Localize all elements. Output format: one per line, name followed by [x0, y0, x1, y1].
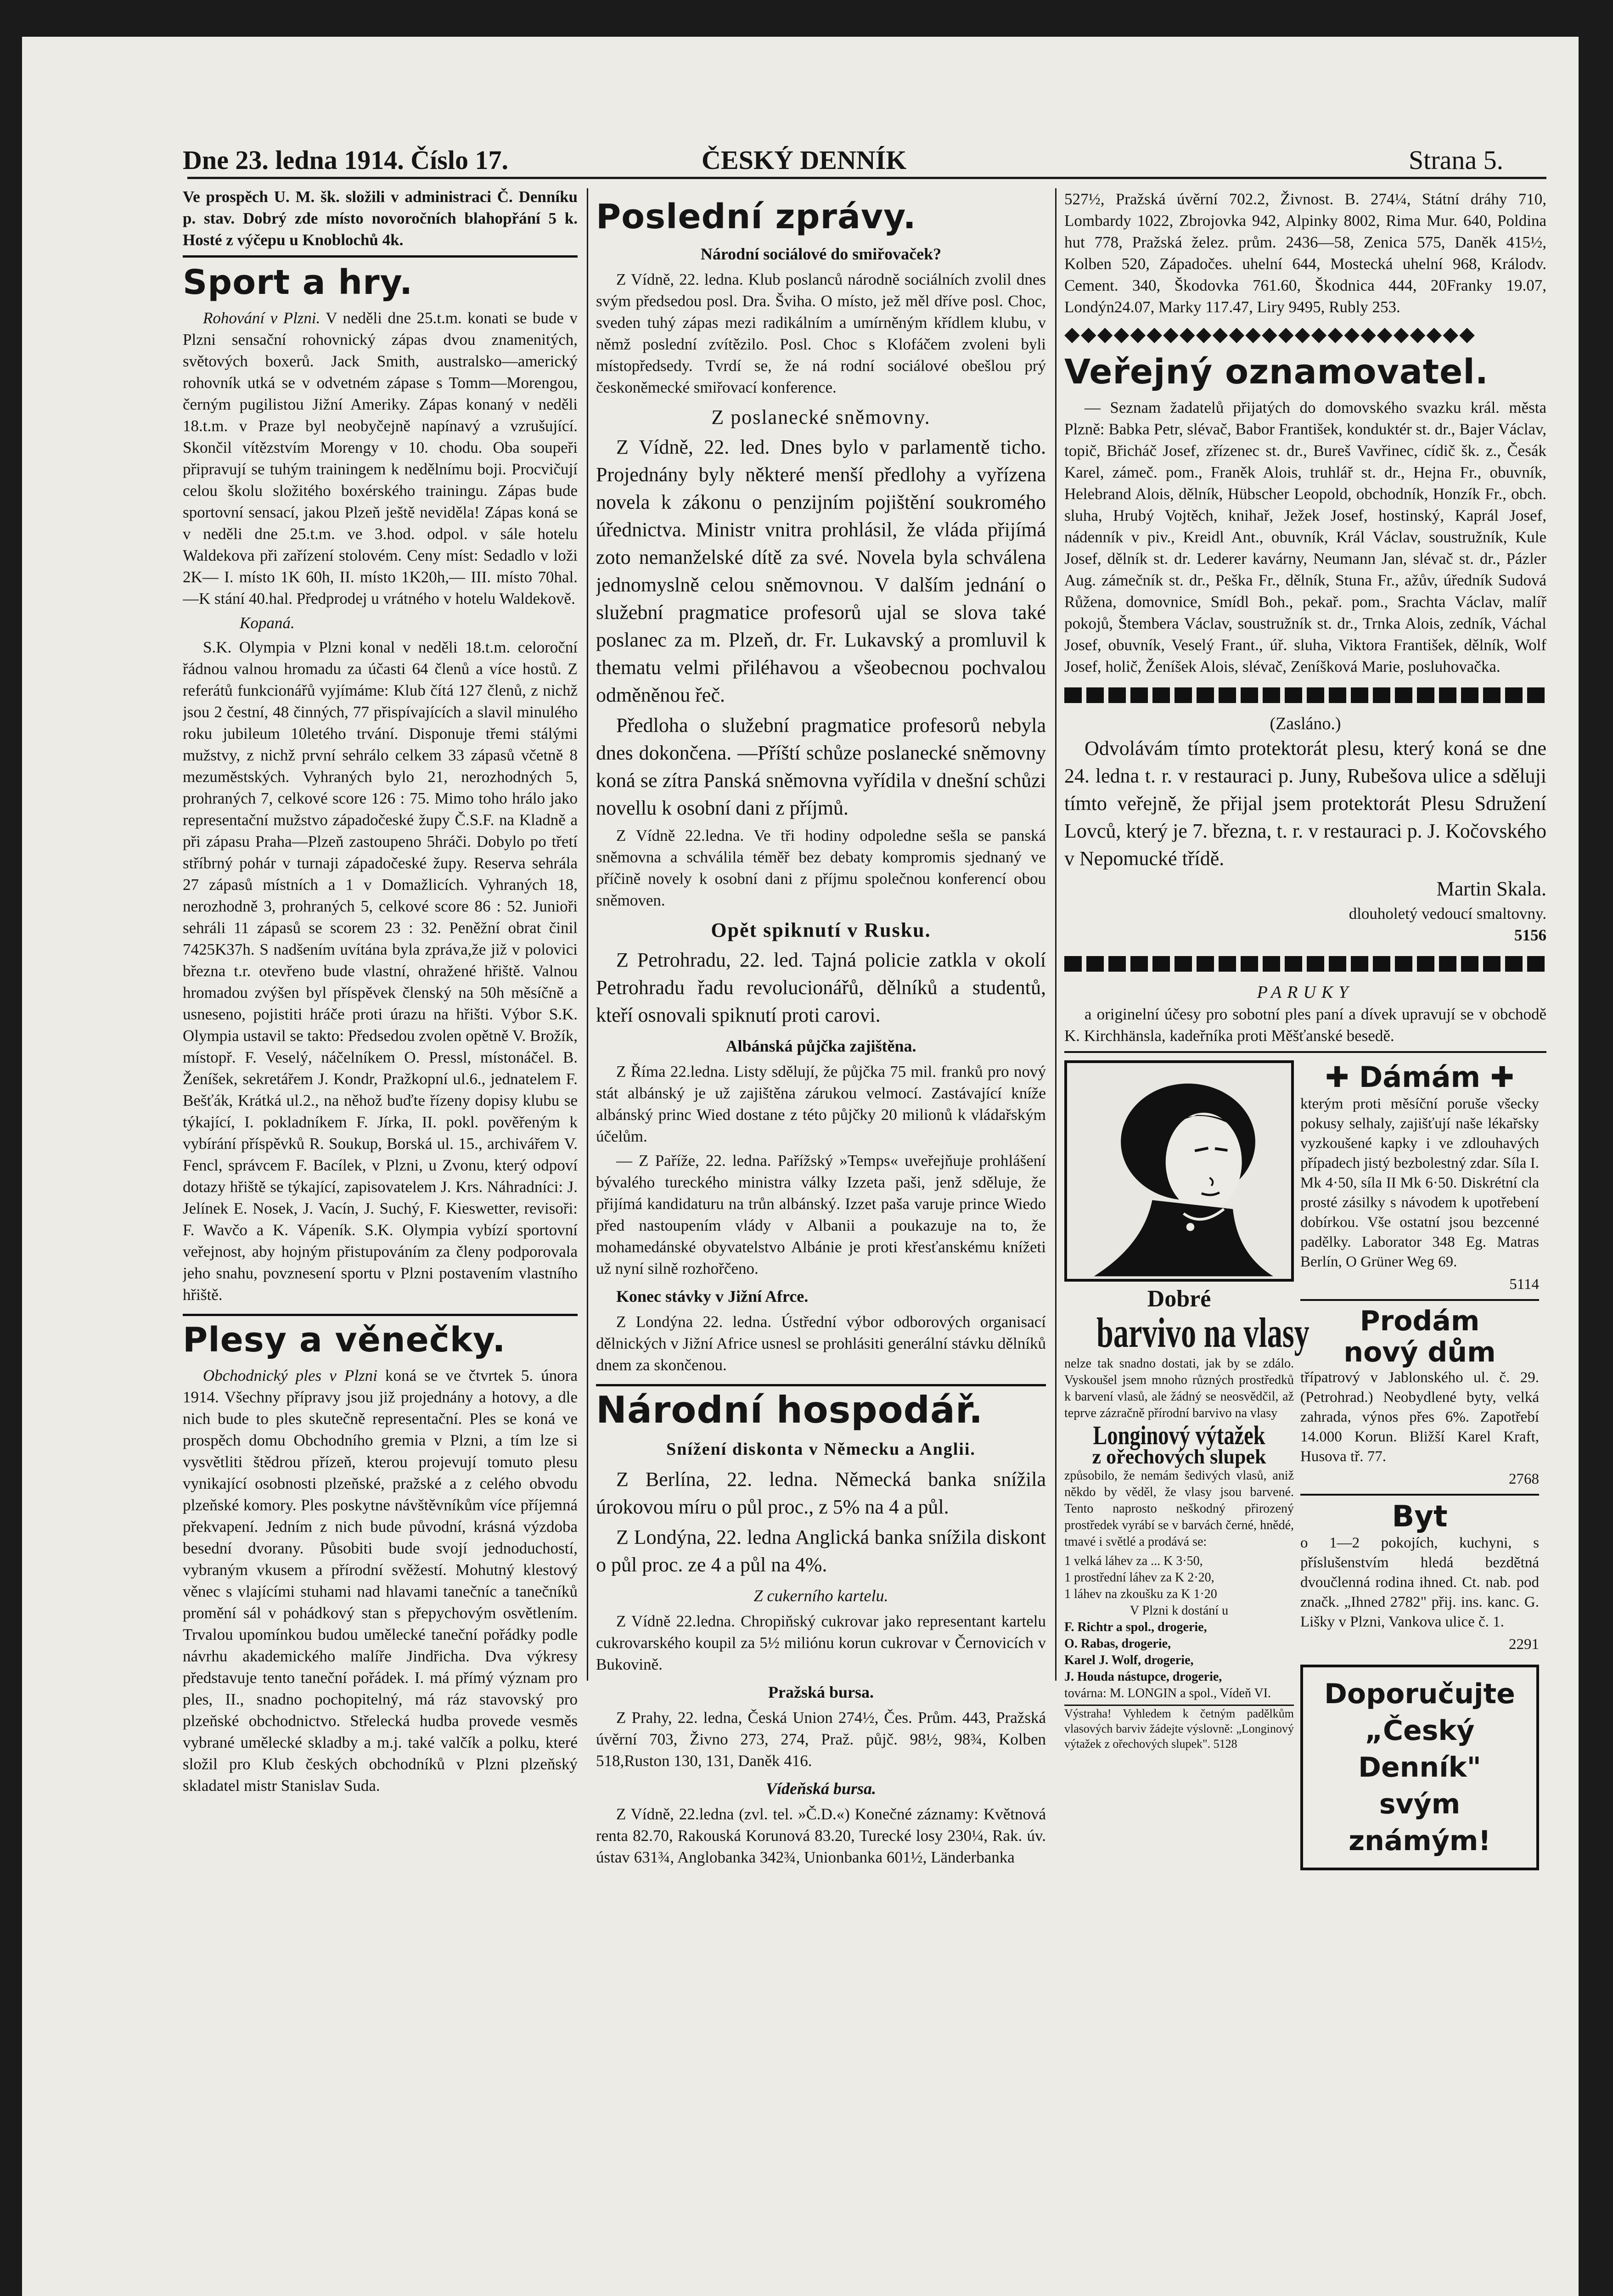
column-3 — [1064, 188, 1546, 2282]
football-subhead: Kopaná. — [240, 614, 295, 632]
recommend-box — [1300, 1665, 1539, 1870]
flat-ad-title: Byt — [1392, 1500, 1448, 1534]
plus-icon: ✚ — [1325, 1060, 1349, 1094]
diamond-ornament: ◆◆◆◆◆◆◆◆◆◆◆◆◆◆◆◆◆◆◆◆◆◆◆◆◆ — [1064, 323, 1476, 345]
ad-number: 5156 — [1514, 926, 1546, 944]
news-paragraph-4: Z Vídně 22.ledna. Ve tři hodiny odpoledne sešla se panská sněmovna a schválila téměř bez debaty kompromis sjednaný ve příčině novely k osobní dani z příjmu společnou konferencí obou sněmoven. — [596, 827, 1046, 909]
divider — [1064, 1051, 1546, 1053]
divider — [1300, 1299, 1539, 1301]
header-rule — [187, 177, 1546, 179]
submitted-head: (Zasláno.) — [1270, 714, 1341, 733]
hair-dye-body: způsobilo, že nemám šedivých vlasů, aniž někdo by věděl, že vlasy jsou barvené. Tento naprosto neškodný přirozený prostředek vyrábí se v barvách černé, hnědé, tmavé i světlé a prodává se: — [1064, 1469, 1294, 1549]
divider — [183, 255, 578, 258]
hair-dye-warning: Výstraha! Vyhledem k četným padělkům vlasových barviv žádejte výslovně: „Longinový výtažek z ořechových slupek". 5128 — [1064, 1705, 1294, 1751]
news-paragraph-6: Z Říma 22.ledna. Listy sdělují, že půjčka 75 mil. franků pro nový stát albánský je už zajištěna zárukou velmocí. Zastávající kníže albánský princ Wied dostane z této půjčky 20 milionů k vládařským účelům. — [596, 1063, 1046, 1145]
news-subhead-2: Z poslanecké sněmovny. — [711, 406, 931, 428]
hair-dye-intro: nelze tak snadno dostati, jak by se zdálo. Vyskoušel jsem mnoho různých prostředků k barvení vlasů, ale žádný se neosvědčil, až teprve zázračně přírodní barvivo na vlasy — [1064, 1356, 1294, 1420]
recommend-line-1: Doporučujte — [1324, 1678, 1515, 1710]
bar-ornament — [1064, 956, 1546, 972]
economy-subhead-2: Z cukerního kartelu. — [753, 1587, 888, 1605]
hair-dye-title-4: z ořechových slupek — [1092, 1446, 1266, 1468]
signature-title: dlouholetý vedoucí smaltovny. — [1349, 905, 1546, 923]
economy-paragraph-2: Z Londýna, 22. ledna Anglická banka snížila diskont o půl proc. ze 4 a půl na 4%. — [596, 1526, 1046, 1576]
public-notices-heading: Veřejný oznamovatel. — [1064, 352, 1489, 392]
column-rule-1 — [587, 188, 588, 1681]
ad-area — [1064, 1060, 1546, 1870]
masthead: ČESKÝ DENNÍK — [702, 145, 907, 175]
hair-dye-title-2: barvivo na vlasy — [1096, 1309, 1310, 1356]
news-subhead-1: Národní sociálové do smiřovaček? — [700, 245, 942, 263]
stockist-2: O. Rabas, drogerie, — [1064, 1637, 1171, 1651]
divider — [1300, 1494, 1539, 1496]
donation-note: Ve prospěch U. M. šk. složili v administraci Č. Denníku p. stav. Dobrý zde místo novoročních blahopřání 5 k. Hosté z výčepu u Knoblochů 4k. — [183, 188, 578, 249]
wigs-head: PARUKY — [1257, 983, 1354, 1002]
news-paragraph-5: Z Petrohradu, 22. led. Tajná policie zatkla v okolí Petrohradu řadu revolucionářů, dělníků a studentů, kteří osnovali spiknutí proti carovi. — [596, 949, 1046, 1026]
hair-dye-ad — [1064, 1060, 1310, 1870]
hair-dye-title-1: Dobré — [1147, 1286, 1211, 1312]
house-ad-title-1: Prodám — [1360, 1305, 1480, 1337]
column-1 — [183, 186, 578, 2275]
manufacturer: továrna: M. LONGIN a spol., Vídeň VI. — [1064, 1686, 1271, 1700]
boxing-article: V neděli dne 25.t.m. konati se bude v Plzni sensační rohovnický zápas dvou znamenitých, světových boxerů. Jack Smith, australsko—americký rohovník utká se v odvetném zápase s Tomm—Morengou, černým pugilistou Jižní Ameriky. Zápas konaný v neděli 18.t.m. v Praze byl neobyčejně napínavý a vzrušující. Skončil vítězstvím Morengy v 10. chodu. Oba soupeři připravují se tuhým trainingem k nedělnímu boji. Procvičují celou školu složitého boxérského trainingu. Zápas bude sportovní sensací, jakou Plzeň ještě neviděla! Zápas koná se v neděli dne 25.t.m. ve 3.hod. odpol. v sále hotelu Waldekova při zařízení stolovém. Ceny míst: Sedadlo v loži 2K— I. místo 1K 60h, II. místo 1K20h,— III. místo 70hal. —K stání 40.hal. Předprodej u vrátného v hotelu Waldekově. — [183, 309, 578, 608]
price-line-3: 1 láhev na zkoušku za K 1·20 — [1064, 1587, 1217, 1601]
house-ad-number: 2768 — [1509, 1471, 1539, 1487]
news-subhead-4: Albánská půjčka zajištěna. — [725, 1037, 916, 1055]
issue-date: Dne 23. ledna 1914. Číslo 17. — [183, 145, 508, 175]
recommend-line-2: „Český Denník" — [1358, 1715, 1481, 1784]
stockists-head: V Plzni k dostání u — [1130, 1604, 1229, 1618]
price-line-1: 1 velká láhev za ... K 3·50, — [1064, 1554, 1203, 1568]
vienna-bourse-continued: 527½, Pražská úvěrní 702.2, Živnost. B. 274¼, Státní dráhy 710, Lombardy 1022, Zbrojovka 942, Alpinky 8002, Rima Mur. 640, Poldina hut 778, Pražská želez. prům. 2436—58, Zenica 575, Daněk 415½, Kolben 520, Západočes. uhelní 644, Mostecká uhelní 968, Králodv. Cement. 340, Škodovka 761.60, Škodnica 444, 20Franky 19.07, Londýn24.07, Marky 117.47, Liry 9495, Rubly 253. — [1064, 190, 1546, 316]
economy-subhead-3: Pražská bursa. — [768, 1683, 874, 1701]
small-ads — [1300, 1060, 1539, 1870]
newspaper-page — [22, 37, 1579, 2296]
olympia-article: S.K. Olympia v Plzni konal v neděli 18.t.m. celoroční řádnou valnou hromadu za účasti 64 členů a více hostů. Z referátů funkcionářů vyjímáme: Klub čítá 127 členů, z nichž jsou 2 čestní, 48 činných, 77 přispívajících a slavil minulého roku jubileum 10letého trvání. Disponuje třemi stálými mužstvy, z nichž první sehrálo celkem 33 zápasů včetně 8 mezuměstských. Vyhraných bylo 21, nerozhodných 5, prohraných 7, celkové score 126 : 75. Mimo toho hrálo jako representační mužstvo západočeské župy Č.S.F. na Kladně a při zápasu Praha—Plzeň zastoupeno 5hráči. Dobylo po třetí stříbrný pohár v turnaji západočeské župy. Reserva sehrála 27 zápasů místních a 1 v Domažlicích. Vyhraných 18, nerozhodně 3, prohraných 5, celkové score 86 : 52. Junioři sehráli 11 zápasů se scorem 23 : 32. Peněžní obrat činil 7425K37h. S nadšením uvítána byla zpráva,že již v polovici března t.r. otevřeno bude vlastní, ohražené hřiště. Valnou hromadou zvýšen byl příspěvek členský na 50h měsíčně a usneseno, pojistiti hráče proti úrazu na hřišti. Výbor S.K. Olympia ustavil se takto: Předsedou zvolen opětně V. Brožík, místopř. F. Veselý, náčelníkem O. Pressl, místonáčel. B. Ženíšek, sekretářem J. Kondr, Pražkopní ul.6., jednatelem F. Bešťák, Krátká ul.2., na něhož buďte řízeny dopisy klubu se týkající, I. pokladníkem F. Jírka, II. pokl. pověřeným k vybírání příspěvků R. Soukup, Borská ul. 15., archivářem V. Fencl, správcem F. Bacílek, v Plzni, u Zvonu, který odpoví dotazy hřiště se týkající, zapisovatelem J. Krs. Náhradníci: J. Jelínek E. Nosek, J. Vacín, J. Suchý, F. Kieswetter, revisoři: F. Wavčo a K. Vápeník. S.K. Olympia vybízí sportovní veřejnost, aby hojným přistupováním za členy podporovala jeho snahu, povznesení sportu v Plzni postavením vlastního hřiště. — [183, 638, 578, 1304]
portrait-illustration — [1067, 1063, 1291, 1279]
stockist-1: F. Richtr a spol., drogerie, — [1064, 1620, 1207, 1634]
submitted-text: Odvolávám tímto protektorát plesu, který koná se dne 24. ledna t. r. v restauraci p. Juny, Rubešova ulice a sděluji tímto veřejně, že přijal jsem protektorát Plesu Sdružení Lovců, který je 7. března, t. r. v restauraci p. J. Kočovského v Nepomucké třídě. — [1064, 737, 1546, 870]
flat-ad-text: o 1—2 pokojích, kuchyni, s příslušenstvím hledá bezdětná dvoučlenná rodina ihned. Ct. nab. pod značk. „Ihned 2782" přij. ins. kanc. G. Lišky v Plzni, Vankova ulice č. 1. — [1300, 1535, 1539, 1630]
recommend-line-3: svým známým! — [1349, 1788, 1491, 1857]
domicile-list: — Seznam žadatelů přijatých do domovského svazku král. města Plzně: Babka Petr, slévač, Babor František, konduktér st. dr., Bajer Václav, topič, Břicháč Josef, zřízenec st. dr., Bureš Vavřinec, cídič šk. z., Česák Karel, zámeč. pom., Franěk Alois, truhlář st. dr., Hejna Fr., obuvník, Helebrand Alois, dělník, Hübscher Leopold, obchodník, Honzík Fr., obch. sluha, Hrubý Vojtěch, knihař, Ježek Josef, hostinský, Kaprál Josef, nádenník v piv., Kreidl Ant., obuvník, Král Václav, soustružník, Kule Josef, dělník st. dr. Lederer kavárny, Neumann Jan, slévač st. dr., Pázler Aug. zámečník st. dr., Peška Fr., dělník, Stuna Fr., ažův, úředník Sudová Růžena, domovnice, Smídl Boh., pekař. pom., Srachta Václav, malíř pokojů, Štembera Václav, soustružník st. dr., Trnka Alois, zedník, Váchal Josef, obuvník, Veselý Frant., úř. sluha, Viktora František, dělník, Wolf Josef, holič, Ženíšek Alois, slévač, Zeníšková Marie, posluhovačka. — [1064, 399, 1546, 675]
economy-paragraph-4: Z Prahy, 22. ledna, Česká Union 274½, Čes. Prům. 443, Pražská úvěrní 703, Živno 273, 274, Praž. půjč. 98½, 98¾, Kolben 518,Ruston 130, 131, Daněk 416. — [596, 1709, 1046, 1770]
economy-subhead-4: Vídeňská bursa. — [765, 1779, 877, 1798]
news-paragraph-7: — Z Paříže, 22. ledna. Pařížský »Temps« uveřejňuje prohlášení bývalého tureckého ministra války Izzeta paši, jenž sděluje, že přijímá kandidaturu na trůn albánský. Izzet paša varuje prince Wiedo před nastoupením vlády v Albanii a poukazuje na to, že mohamedánské obyvatelstvo Albánie je proti křesťanskému knížeti už nyní silně rozhořčeno. — [596, 1152, 1046, 1277]
divider — [596, 1384, 1046, 1386]
economy-paragraph-5: Z Vídně, 22.ledna (zvl. tel. »Č.D.«) Konečné záznamy: Květnová renta 82.70, Rakouská Korunová 83.20, Turecké losy 230¼, Rak. úv. ústav 631¾, Anglobanka 342¾, Unionbanka 601½, Länderbanka — [596, 1805, 1046, 1866]
sport-heading: Sport a hry. — [183, 263, 413, 302]
plus-icon: ✚ — [1490, 1060, 1514, 1094]
hair-dye-title-3: Longinový výtažek — [1093, 1420, 1265, 1450]
news-subhead-3: Opět spiknutí v Rusku. — [711, 919, 931, 941]
economy-paragraph-3: Z Vídně 22.ledna. Chropiňský cukrovar jako representant kartelu cukrovarského koupil za 5½ miliónu korun cukrovar v Černovicích v Bukovině. — [596, 1612, 1046, 1673]
stockist-3: Karel J. Wolf, drogerie, — [1064, 1653, 1194, 1667]
ladies-ad-head — [1300, 1060, 1539, 1094]
news-paragraph-8: Z Londýna 22. ledna. Ústřední výbor odborových organisací dělnických v Jižní Africe usnesl se prohlásiti generální stávku dělníků dnem za skončenou. — [596, 1313, 1046, 1374]
boxing-lead: Rohování v Plzni. — [203, 309, 320, 327]
economy-heading: Národní hospodář. — [596, 1389, 984, 1431]
ball-article: koná se ve čtvrtek 5. února 1914. Všechny přípravy jsou již projednány a hotovy, a dle nich bude to ples skutečně representační. Ples se koná ve prospěch domu Obchodního gremia v Plzni, a tím lze si vysvětliti štědrou přízeň, kterou projevují tomuto plesu vynikající osobnosti plzeňské, pražské a z celého obvodu plzeňské komory. Ples poskytne návštěvníkům více příjemná překvapení. Jedním z nich bude původní, krásná výzdoba besední dvorany. Působiti bude svojí jednoduchostí, vybraným vkusem a přírodní svěžestí. Mohutný klestový věnec s vlajícími stuhami nad hlavami tanečníc a tanečníků promění sál v pohádkový stan s přepychovým osvětlením. Trvalou upomínkou budou umělecké taneční pořádky podle návrhu akademického malíře Jindřicha. Dva výkresy představuje tento taneční pořádek. I. má přímý význam pro ples, II., snadno pochopitelný, má ráz stavovský pro plzeňské obchodnictvo. Střelecká hudba provede vesměs vybrané umělecké skladby a m.j. také valčík a polku, které složil pro Klub českých obchodníků v Plzni plzeňský skladatel mistr Stanislav Suda. — [183, 1367, 578, 1795]
house-ad-title-2: nový dům — [1343, 1336, 1496, 1368]
ladies-ad-text: kterým proti měsíční poruše všecky pokusy selhaly, zajišťují naše lékařsky vyzkoušené kapky i ve zdlouhavých případech jistý bezbolestný zdar. Síla I. Mk 4·50, síla II Mk 6·50. Diskrétní cla prosté zásilky s návodem k upotřebení dobírkou. Vše ostatní jsou bezcenné padělky. Laborator 348 Eg. Matras Berlín, O Grüner Weg 69. — [1300, 1096, 1539, 1270]
signature-name: Martin Skala. — [1436, 878, 1546, 900]
news-subhead-5: Konec stávky v Jižní Afrce. — [616, 1287, 809, 1306]
page-number: Strana 5. — [1409, 145, 1504, 175]
bar-ornament — [1064, 687, 1546, 703]
economy-paragraph-1: Z Berlína, 22. ledna. Německá banka snížila úrokovou míru o půl proc., z 5% na 4 a půl. — [596, 1468, 1046, 1518]
ball-lead: Obchodnický ples v Plzni — [203, 1367, 377, 1384]
column-rule-2 — [1055, 188, 1057, 1681]
balls-heading: Plesy a věnečky. — [183, 1320, 506, 1360]
news-paragraph-1: Z Vídně, 22. ledna. Klub poslanců národně sociálních zvolil dnes svým předsedou posl. Dra. Šviha. O místo, jež měl dříve posl. Choc, sveden tuhý zápas mezi radikálním a umírněným křídlem klubu, v němž poslední zvítězilo. Posl. Choc s Klofáčem zvoleni byli místopředsedy. Tvrdí se, že ná rodní sociálové obešlou prý českoněmecké smiřovací konference. — [596, 270, 1046, 396]
news-paragraph-3: Předloha o služební pragmatice profesorů nebyla dnes dokončena. —Příští schůze poslanecké sněmovny koná se zítra Panská sněmovna vyřídila v dnešní schůzi novellu k osobní dani z příjmů. — [596, 714, 1046, 819]
house-ad-text: třípatrový v Jablonského ul. č. 29. (Petrohrad.) Neobydlené byty, velká zahrada, výnos přes 6%. Zapotřebí 14.000 Korun. Bližší Karel Kraft, Husova tř. 77. — [1300, 1369, 1539, 1465]
divider — [183, 1314, 578, 1316]
wigs-text: a originelní účesy pro sobotní ples paní a dívek upravují se v obchodě K. Kirchhänsla, kadeřníka proti Měšťanské besedě. — [1064, 1005, 1546, 1045]
news-paragraph-2: Z Vídně, 22. led. Dnes bylo v parlamentě ticho. Projednány byly některé menší předlohy a vyřízena novela k zákonu o penzijním pojištění soukromého úřednictva. Ministr vnitra prohlásil, že vláda přijímá zoto nemanželské dítě za své. Novela byla schválena jednomyslně celou sněmovnou. V dalším jednání o služební pragmatice profesorů ujal se slova také poslanec za m. Plzeň, dr. Fr. Lukavský a promluvil k thematu velmi přiléhavou a všeobecnou pochvalou odměněnou řeč. — [596, 436, 1046, 706]
economy-subhead-1: Snížení diskonta v Německu a Anglii. — [666, 1440, 976, 1459]
price-line-2: 1 prostřední láhev za K 2·20, — [1064, 1570, 1214, 1585]
stockist-4: J. Houda nástupce, drogerie, — [1064, 1670, 1222, 1684]
woman-portrait — [1064, 1060, 1294, 1282]
latest-news-heading: Poslední zprávy. — [596, 197, 916, 236]
ladies-ad-title: Dámám — [1359, 1060, 1481, 1094]
ladies-ad-number: 5114 — [1509, 1276, 1539, 1293]
flat-ad-number: 2291 — [1509, 1636, 1539, 1653]
column-2 — [596, 193, 1046, 2282]
